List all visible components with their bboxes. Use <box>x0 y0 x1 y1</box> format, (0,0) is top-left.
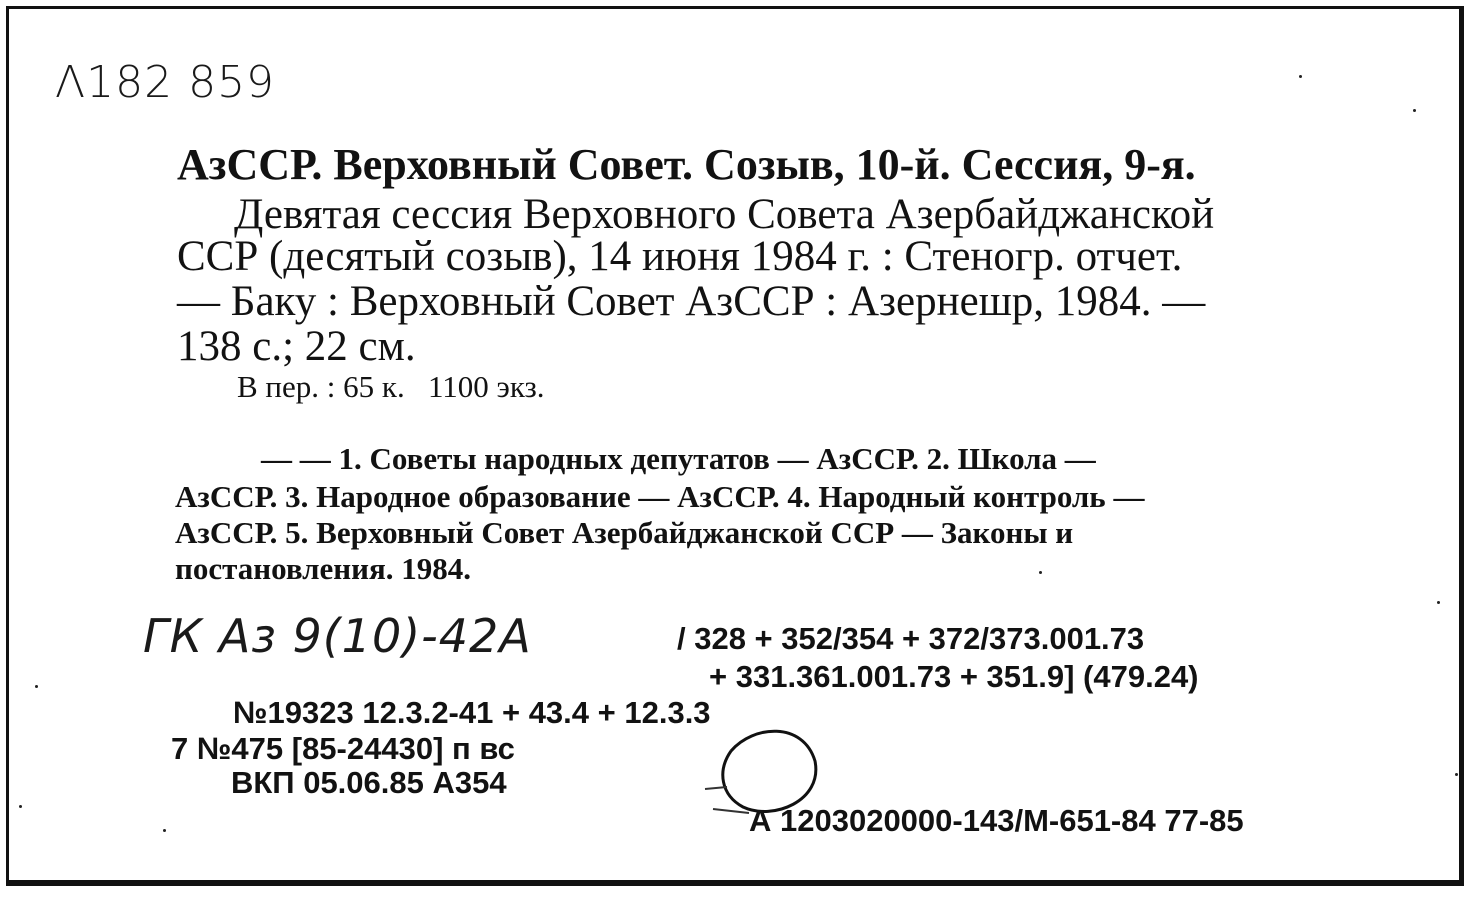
card-heading: АзССР. Верховный Совет. Созыв, 10-й. Сессия, 9-я. <box>177 140 1196 189</box>
speck <box>1413 109 1416 112</box>
udc-line-2: + 331.361.001.73 + 351.9] (479.24) <box>709 659 1199 694</box>
speck <box>163 829 166 832</box>
description-line-2: ССР (десятый созыв), 14 июня 1984 г. : Стеногр. отчет. <box>177 233 1183 280</box>
handwritten-shelfmark: ГК Аз 9(10)-42А <box>143 609 532 663</box>
bbk-line: №19323 12.3.2-41 + 43.4 + 12.3.3 <box>233 695 711 730</box>
publisher-code: А 1203020000-143/М-651-84 77-85 <box>749 803 1244 838</box>
order-line: 7 №475 [85-24430] п вс <box>171 731 515 766</box>
speck <box>1437 601 1440 604</box>
vkp-line: ВКП 05.06.85 А354 <box>231 765 507 800</box>
speck <box>1299 75 1302 78</box>
call-number-text: Λ182 859 <box>55 57 276 108</box>
speck <box>19 805 22 808</box>
catalog-card <box>6 6 1464 886</box>
subjects-line-1: — — 1. Советы народных депутатов — АзССР. 2. Школа — <box>261 441 1096 476</box>
speck <box>1455 773 1458 776</box>
subjects-line-3: АзССР. 5. Верховный Совет Азербайджанской ССР — Законы и <box>175 515 1074 550</box>
subjects-line-2: АзССР. 3. Народное образование — АзССР. 4. Народный контроль — <box>175 479 1145 514</box>
speck <box>1039 571 1042 574</box>
subjects-line-4: постановления. 1984. <box>175 551 472 586</box>
description-line-1: Девятая сессия Верховного Совета Азербайджанской <box>234 191 1215 238</box>
udc-line-1: / 328 + 352/354 + 372/373.001.73 <box>677 621 1145 656</box>
price-line: В пер. : 65 к. 1100 экз. <box>237 369 545 404</box>
call-number <box>55 57 275 108</box>
description-line-4: 138 с.; 22 см. <box>177 323 416 370</box>
speck <box>35 685 38 688</box>
description-line-3: — Баку : Верховный Совет АзССР : Азернешр, 1984. — <box>177 278 1206 325</box>
